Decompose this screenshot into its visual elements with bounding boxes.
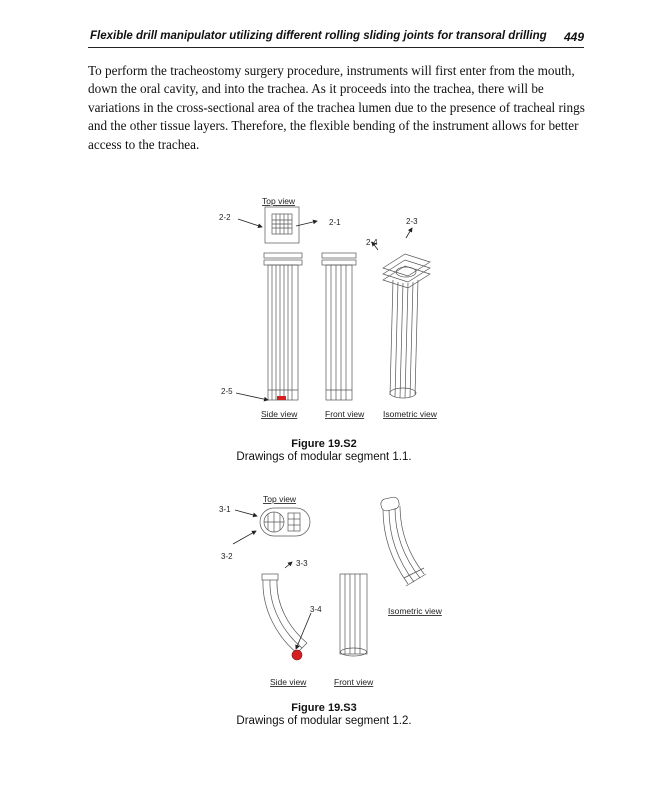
figure-19-s3 (0, 488, 648, 738)
figure-19-s2-drawing (0, 190, 648, 430)
callout-2-1: 2-1 (329, 218, 341, 227)
callout-3-3: 3-3 (296, 559, 308, 568)
side-view-label: Side view (261, 409, 298, 419)
highlighted-joint (277, 396, 286, 400)
callout-2-2: 2-2 (219, 213, 231, 222)
isometric-view-drawing (383, 254, 430, 398)
callout-2-5: 2-5 (221, 387, 233, 396)
callout-3-1: 3-1 (219, 505, 231, 514)
figure-19-s3-drawing (0, 488, 648, 698)
isometric-view-drawing (380, 496, 426, 586)
side-view-drawing (264, 253, 302, 400)
callout-3-2: 3-2 (221, 552, 233, 561)
top-view-drawing (260, 508, 310, 536)
front-view-label: Front view (334, 677, 374, 687)
highlighted-joint (292, 650, 302, 660)
isometric-view-label: Isometric view (383, 409, 437, 419)
running-header (88, 29, 584, 48)
side-view-label: Side view (270, 677, 307, 687)
callout-2-4: 2-4 (366, 238, 378, 247)
top-view-drawing (265, 207, 299, 243)
side-view-drawing (262, 574, 307, 653)
top-view-label: Top view (263, 494, 297, 504)
figure-19-s2 (0, 190, 648, 465)
running-title: Flexible drill manipulator utilizing different rolling sliding joints for transoral drilling (90, 30, 547, 42)
front-view-drawing (340, 574, 367, 656)
page-number: 449 (563, 30, 584, 44)
figure-caption-text: Drawings of modular segment 1.2. (236, 715, 412, 727)
body-paragraph: To perform the tracheostomy surgery procedure, instruments will first enter from the mouth, down the oral cavity, and into the trachea. As it proceeds into the trachea, there will be variations in the cross-sectional area of the trachea lumen due to the presence of tracheal rings and the other tissue layers. Therefore, the flexible bending of the instrument allows for better access to the trachea. (88, 63, 585, 152)
front-view-drawing (322, 253, 356, 400)
figure-caption-label: Figure 19.S3 (291, 702, 357, 714)
figure-caption-label: Figure 19.S2 (291, 438, 357, 450)
callout-3-4: 3-4 (310, 605, 322, 614)
front-view-label: Front view (325, 409, 365, 419)
top-view-label: Top view (262, 196, 296, 206)
figure-caption-text: Drawings of modular segment 1.1. (236, 451, 412, 463)
isometric-view-label: Isometric view (388, 606, 442, 616)
callout-2-3: 2-3 (406, 217, 418, 226)
